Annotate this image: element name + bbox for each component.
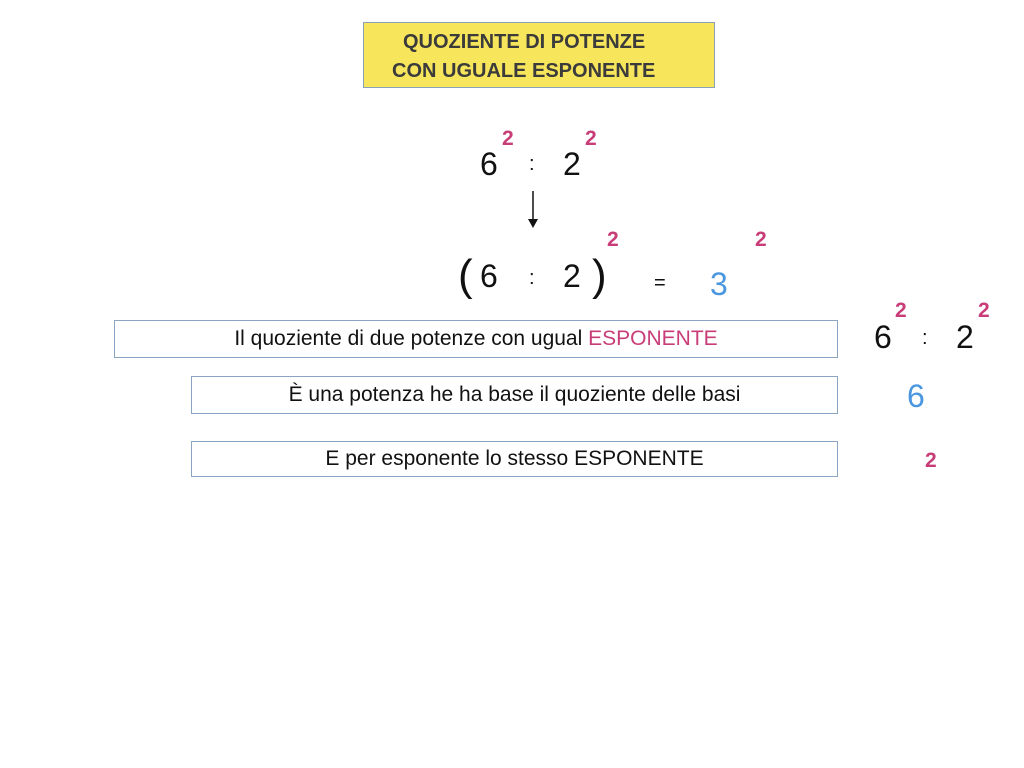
equals-sign: =	[654, 272, 666, 294]
side-exponent-1: 2	[895, 299, 907, 322]
side-base-1: 6	[874, 319, 892, 355]
result-exponent: 2	[755, 228, 767, 251]
side-colon: :	[922, 327, 928, 349]
top-colon: :	[529, 153, 535, 175]
rule-2-text: È una potenza he ha base il quoziente delle basi	[288, 383, 741, 406]
close-paren: )	[592, 251, 607, 300]
rule-3-text: E per esponente lo stesso ESPONENTE	[325, 447, 704, 470]
top-exponent-2: 2	[585, 127, 597, 150]
top-base-2: 2	[563, 146, 581, 182]
down-arrow-icon	[525, 190, 541, 230]
grouped-exponent: 2	[607, 228, 619, 251]
top-base-1: 6	[480, 146, 498, 182]
rule-box-3	[191, 441, 838, 477]
side-exponent-result: 2	[925, 449, 937, 472]
open-paren: (	[458, 251, 473, 300]
rule-1-highlight: ESPONENTE	[588, 327, 718, 350]
rule-box-2	[191, 376, 838, 414]
result-base: 3	[710, 266, 728, 302]
rule-box-1	[114, 320, 838, 358]
side-exponent-2: 2	[978, 299, 990, 322]
side-base-2: 2	[956, 319, 974, 355]
top-exponent-1: 2	[502, 127, 514, 150]
grouped-base-1: 6	[480, 258, 498, 294]
rule-1-text: Il quoziente di due potenze con ugual	[234, 327, 589, 350]
grouped-colon: :	[529, 267, 535, 289]
title-line-2: CON UGUALE ESPONENTE	[392, 60, 656, 82]
title-line-1: QUOZIENTE DI POTENZE	[403, 31, 646, 53]
side-base-result: 6	[907, 378, 925, 414]
grouped-base-2: 2	[563, 258, 581, 294]
